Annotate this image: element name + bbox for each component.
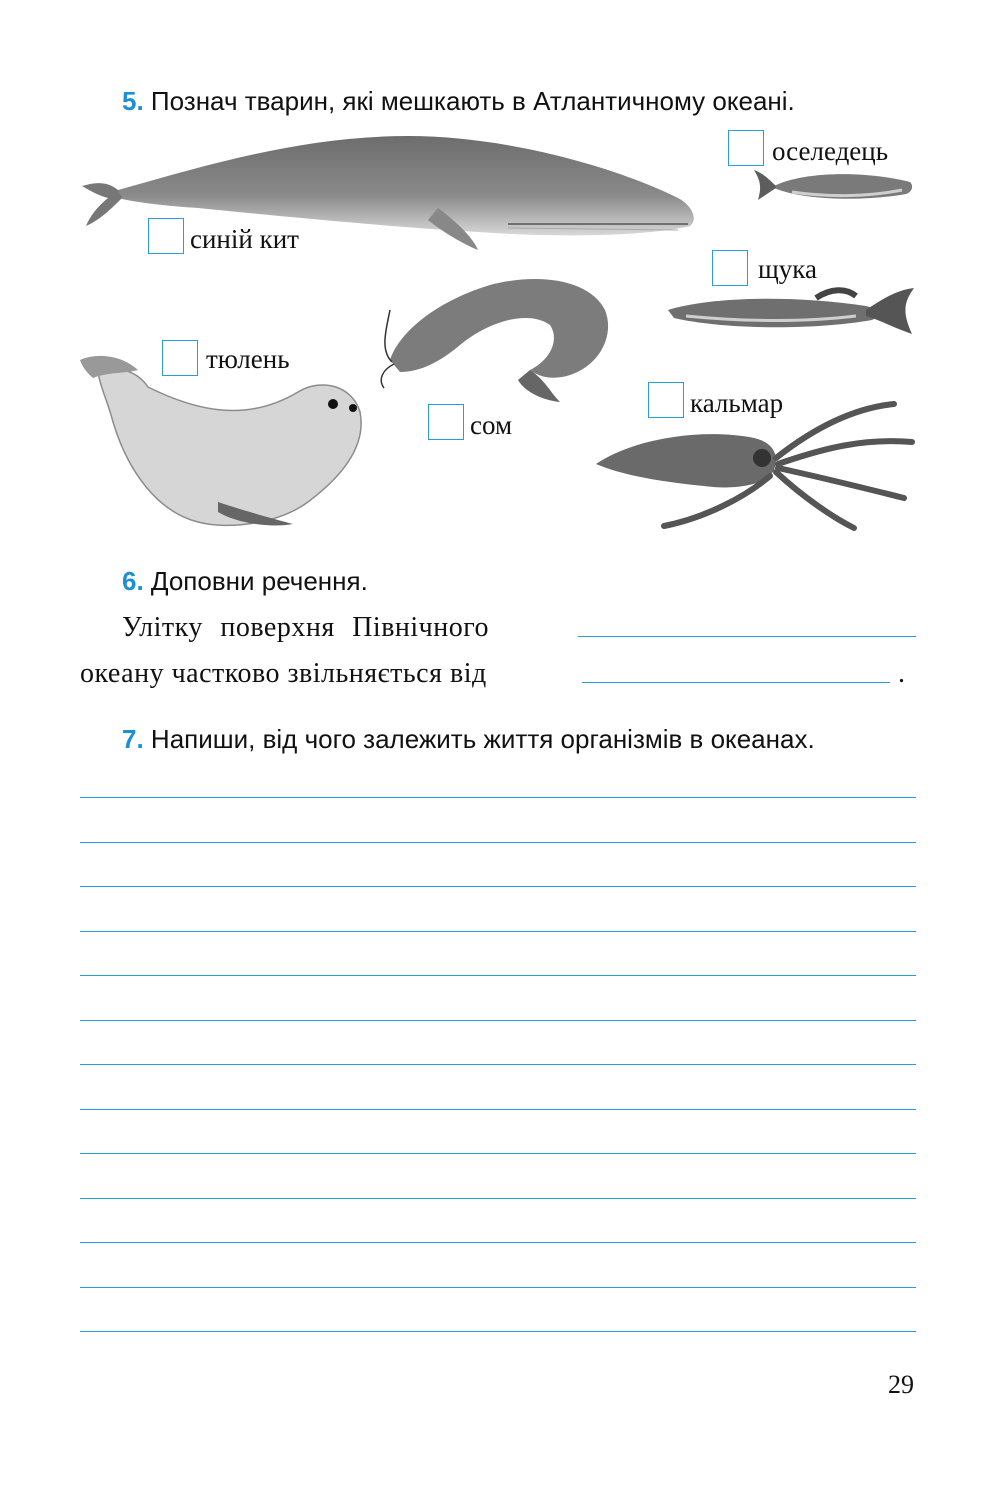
catfish-image	[380, 270, 620, 410]
label-catfish: сом	[470, 410, 513, 440]
label-squid: кальмар	[690, 388, 784, 418]
task-7-number: 7.	[122, 724, 144, 754]
answer-line-5[interactable]	[80, 975, 916, 976]
task-6-sentence-line-2: океану частково звільняється від	[80, 658, 487, 689]
answer-line-11[interactable]	[80, 1242, 916, 1243]
task-7-text: Напиши, від чого залежить життя організмів в океанах.	[150, 724, 815, 754]
checkbox-blue-whale[interactable]	[148, 218, 184, 254]
task-5-heading	[122, 86, 795, 117]
task-6-period: .	[898, 658, 906, 689]
checkbox-herring[interactable]	[728, 130, 764, 166]
task-5-text: Познач тварин, які мешкають в Атлантичному океані.	[150, 86, 795, 116]
answer-line-8[interactable]	[80, 1109, 916, 1110]
answer-line-9[interactable]	[80, 1153, 916, 1154]
answer-line-4[interactable]	[80, 931, 916, 932]
label-pike: щука	[758, 254, 817, 284]
blank-line-2[interactable]	[582, 682, 890, 683]
blank-line-1[interactable]	[578, 636, 916, 637]
answer-line-7[interactable]	[80, 1064, 916, 1065]
seal-image	[78, 352, 368, 532]
task-6-sentence-line-1: Улітку поверхня Північного	[122, 612, 490, 643]
checkbox-squid[interactable]	[648, 382, 684, 418]
task-6-text: Доповни речення.	[150, 566, 368, 596]
label-seal: тюлень	[206, 344, 290, 374]
answer-line-1[interactable]	[80, 797, 916, 798]
herring-image	[752, 164, 916, 208]
page-number: 29	[888, 1370, 914, 1399]
answer-line-6[interactable]	[80, 1020, 916, 1021]
task-7-heading	[122, 724, 815, 755]
pike-image	[666, 280, 916, 350]
answer-line-10[interactable]	[80, 1198, 916, 1199]
label-herring: оселедець	[772, 136, 889, 166]
checkbox-pike[interactable]	[712, 250, 748, 286]
answer-line-3[interactable]	[80, 886, 916, 887]
task-5-number: 5.	[122, 86, 144, 116]
label-blue-whale: синій кит	[190, 224, 299, 254]
answer-line-12[interactable]	[80, 1287, 916, 1288]
task-6-heading	[122, 566, 368, 597]
answer-line-13[interactable]	[80, 1331, 916, 1332]
task-6-number: 6.	[122, 566, 144, 596]
checkbox-seal[interactable]	[162, 340, 198, 376]
answer-line-2[interactable]	[80, 842, 916, 843]
checkbox-catfish[interactable]	[428, 404, 464, 440]
